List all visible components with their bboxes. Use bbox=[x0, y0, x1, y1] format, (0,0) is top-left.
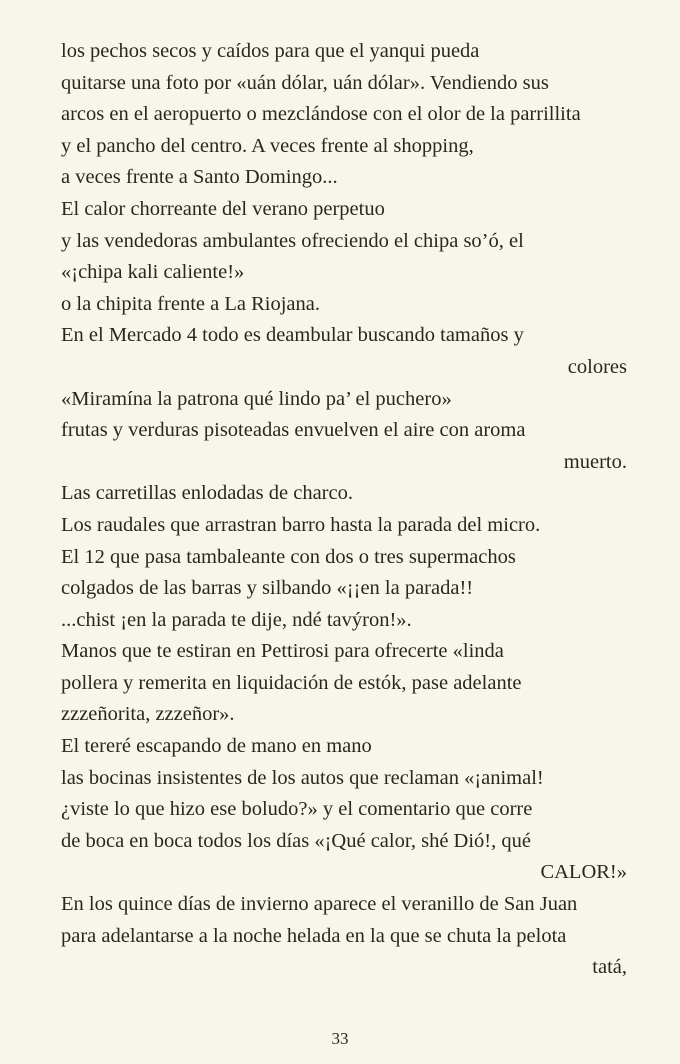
poem-line: colgados de las barras y silbando «¡¡en la parada!! bbox=[61, 577, 474, 600]
poem-line: y las vendedoras ambulantes ofreciendo el chipa so’ó, el bbox=[61, 229, 524, 252]
poem-line: para adelantarse a la noche helada en la que se chuta la pelota bbox=[61, 924, 567, 947]
poem-line: El calor chorreante del verano perpetuo bbox=[61, 197, 385, 220]
poem-line: Manos que te estiran en Pettirosi para ofrecerte «linda bbox=[61, 640, 504, 663]
poem-line: muerto. bbox=[563, 450, 627, 473]
poem-line: zzzeñorita, zzzeñor». bbox=[61, 703, 235, 726]
poem-line: a veces frente a Santo Domingo... bbox=[61, 166, 338, 189]
poem-line: CALOR!» bbox=[540, 861, 627, 884]
poem-line: «Miramína la patrona qué lindo pa’ el puchero» bbox=[61, 387, 452, 410]
page-number: 33 bbox=[331, 1029, 349, 1048]
poem-line: colores bbox=[567, 355, 627, 378]
poem-line: o la chipita frente a La Riojana. bbox=[61, 292, 320, 315]
poem-line: pollera y remerita en liquidación de estók, pase adelante bbox=[61, 671, 522, 694]
poem-line: En el Mercado 4 todo es deambular buscando tamaños y bbox=[61, 324, 524, 347]
poem-line: ¿viste lo que hizo ese boludo?» y el comentario que corre bbox=[61, 798, 533, 821]
poem-line: los pechos secos y caídos para que el yanqui pueda bbox=[61, 40, 480, 62]
poem-line: ...chist ¡en la parada te dije, ndé tavýron!». bbox=[61, 608, 412, 631]
poem-line: En los quince días de invierno aparece el veranillo de San Juan bbox=[61, 893, 578, 916]
poem-line: las bocinas insistentes de los autos que reclaman «¡animal! bbox=[61, 766, 544, 789]
poem-body bbox=[61, 36, 627, 984]
poem-line: frutas y verduras pisoteadas envuelven el aire con aroma bbox=[61, 419, 526, 442]
poem-line: Las carretillas enlodadas de charco. bbox=[61, 482, 353, 505]
poem-line: y el pancho del centro. A veces frente al shopping, bbox=[61, 134, 474, 157]
poem-line: quitarse una foto por «uán dólar, uán dólar». Vendiendo sus bbox=[61, 71, 549, 94]
poem-line: El 12 que pasa tambaleante con dos o tres supermachos bbox=[61, 545, 516, 568]
poem-line: «¡chipa kali caliente!» bbox=[61, 261, 245, 284]
poem-line: tatá, bbox=[592, 956, 627, 979]
poem-line: El tereré escapando de mano en mano bbox=[61, 735, 372, 758]
poem-line: arcos en el aeropuerto o mezclándose con el olor de la parrillita bbox=[61, 103, 581, 126]
poem-line: de boca en boca todos los días «¡Qué calor, shé Dió!, qué bbox=[61, 829, 531, 852]
poem-line: Los raudales que arrastran barro hasta la parada del micro. bbox=[61, 513, 541, 536]
